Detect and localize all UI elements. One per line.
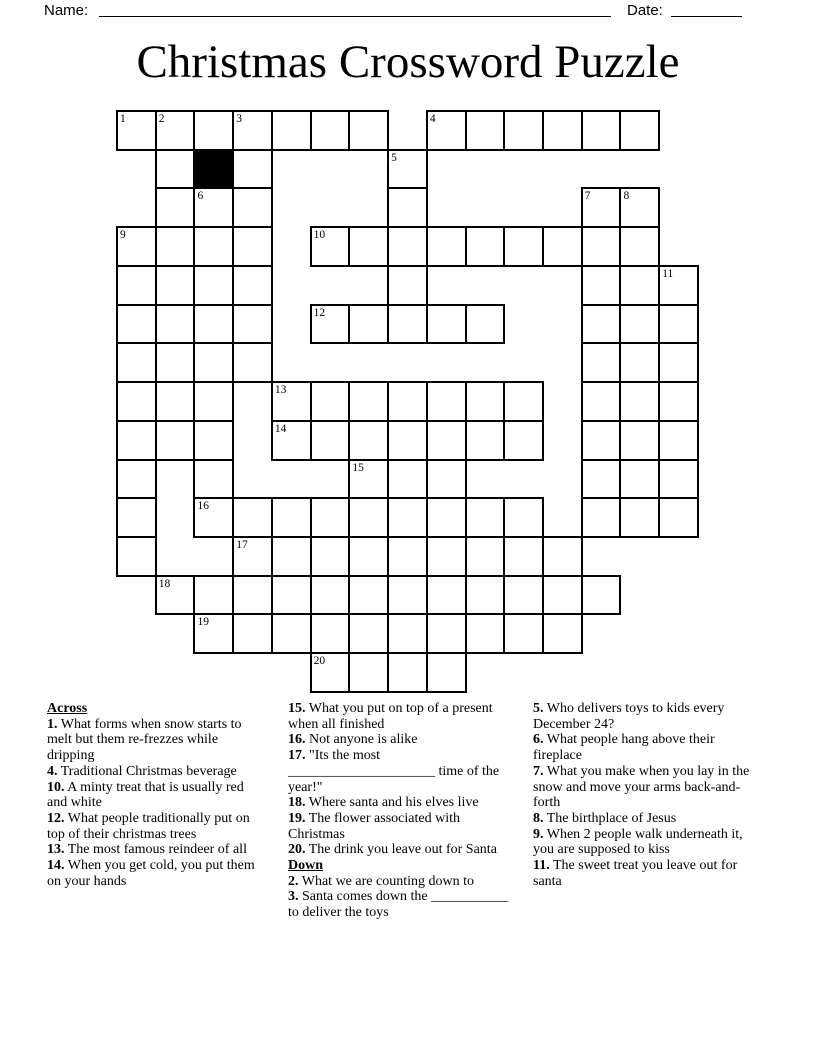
grid-cell-r8c2[interactable] [193, 420, 234, 461]
grid-cell-r4c7[interactable] [387, 265, 428, 306]
grid-cell-r1c3[interactable] [232, 149, 273, 190]
clue-10 [47, 780, 262, 811]
grid-cell-r12c12[interactable] [581, 575, 622, 616]
clue-12 [47, 811, 262, 842]
grid-cell-r4c0[interactable] [116, 265, 157, 306]
clue-number: 13. [47, 842, 65, 858]
grid-cell-r10c2-num-16[interactable] [193, 497, 234, 538]
grid-cell-r8c6[interactable] [348, 420, 389, 461]
clue-column-2 [288, 701, 510, 921]
grid-cell-r11c0[interactable] [116, 536, 157, 577]
grid-cell-r3c1[interactable] [155, 226, 196, 267]
grid-cell-r7c1[interactable] [155, 381, 196, 422]
grid-cell-r10c12[interactable] [581, 497, 622, 538]
grid-cell-r5c8[interactable] [426, 304, 467, 345]
clue-text: Where santa and his elves live [305, 795, 479, 811]
grid-cell-r9c7[interactable] [387, 459, 428, 500]
clue-text: What people hang above their fireplace [533, 732, 715, 764]
clue-number: 15. [288, 701, 306, 716]
grid-cell-r0c11[interactable] [542, 110, 583, 151]
grid-cell-r11c6[interactable] [348, 536, 389, 577]
clue-text: Santa comes down the ___________ to deliver the toys [288, 889, 509, 921]
clue-text: The flower associated with Christmas [288, 810, 460, 842]
grid-cell-r2c12-num-7[interactable] [581, 187, 622, 228]
grid-cell-r9c13[interactable] [619, 459, 660, 500]
grid-cell-r14c5-num-20[interactable] [310, 652, 351, 693]
grid-cell-r3c10[interactable] [503, 226, 544, 267]
date-label: Date: [627, 2, 663, 19]
grid-cell-r4c1[interactable] [155, 265, 196, 306]
grid-cell-r3c6[interactable] [348, 226, 389, 267]
grid-cell-r3c9[interactable] [465, 226, 506, 267]
grid-cell-r14c7[interactable] [387, 652, 428, 693]
clue-number: 12. [47, 810, 65, 826]
grid-cell-r12c9[interactable] [465, 575, 506, 616]
grid-cell-r13c11[interactable] [542, 613, 583, 654]
grid-cell-r4c14-num-11[interactable] [658, 265, 699, 306]
grid-cell-number: 2 [158, 113, 165, 125]
clue-number: 2. [288, 873, 299, 889]
grid-cell-r9c0[interactable] [116, 459, 157, 500]
grid-cell-r5c5-num-12[interactable] [310, 304, 351, 345]
grid-cell-number: 5 [391, 151, 397, 164]
grid-cell-r12c4[interactable] [271, 575, 312, 616]
clue-8 [533, 811, 759, 827]
clue-number: 19. [288, 810, 306, 826]
grid-cell-r7c14[interactable] [658, 381, 699, 422]
clue-number: 5. [533, 701, 544, 716]
grid-cell-r7c10[interactable] [503, 381, 544, 422]
grid-cell-r7c9[interactable] [465, 381, 506, 422]
grid-cell-r10c4[interactable] [271, 497, 312, 538]
clue-number: 14. [47, 858, 65, 874]
grid-cell-r2c13-num-8[interactable] [619, 187, 660, 228]
clue-text: When 2 people walk underneath it, you are supposed to kiss [533, 826, 743, 858]
grid-cell-r13c4[interactable] [271, 613, 312, 654]
grid-cell-r5c12[interactable] [581, 304, 622, 345]
grid-cell-r11c8[interactable] [426, 536, 467, 577]
clue-20 [288, 842, 510, 858]
grid-cell-r6c12[interactable] [581, 342, 622, 383]
grid-cell-r8c4-num-14[interactable] [271, 420, 312, 461]
grid-cell-r0c3-num-3[interactable] [232, 110, 273, 151]
clue-number: 20. [288, 842, 306, 858]
grid-cell-r10c0[interactable] [116, 497, 157, 538]
grid-cell-number: 10 [313, 229, 326, 242]
grid-cell-r13c6[interactable] [348, 613, 389, 654]
grid-cell-r10c7[interactable] [387, 497, 428, 538]
grid-cell-r0c12[interactable] [581, 110, 622, 151]
clue-14 [47, 858, 262, 889]
grid-cell-r11c10[interactable] [503, 536, 544, 577]
grid-cell-r0c0-num-1[interactable] [116, 110, 157, 151]
clue-17 [288, 748, 510, 795]
grid-cell-r12c5[interactable] [310, 575, 351, 616]
section-heading-across: Across [47, 701, 88, 716]
grid-cell-r0c1-num-2[interactable] [155, 110, 196, 151]
clue-number: 10. [47, 779, 65, 795]
grid-cell-r11c11[interactable] [542, 536, 583, 577]
grid-cell-r0c5[interactable] [310, 110, 351, 151]
name-blank-line[interactable] [99, 0, 611, 17]
grid-cell-r5c0[interactable] [116, 304, 157, 345]
grid-cell-r5c9[interactable] [465, 304, 506, 345]
grid-cell-r11c4[interactable] [271, 536, 312, 577]
grid-cell-r0c9[interactable] [465, 110, 506, 151]
grid-cell-r9c8[interactable] [426, 459, 467, 500]
grid-cell-number: 17 [236, 539, 248, 552]
clue-number: 1. [47, 716, 58, 732]
grid-cell-r11c5[interactable] [310, 536, 351, 577]
grid-cell-number: 1 [120, 113, 126, 125]
clue-number: 18. [288, 795, 306, 811]
grid-cell-r13c7[interactable] [387, 613, 428, 654]
grid-cell-r13c10[interactable] [503, 613, 544, 654]
grid-cell-number: 18 [158, 577, 171, 590]
grid-cell-r3c7[interactable] [387, 226, 428, 267]
grid-cell-r8c8[interactable] [426, 420, 467, 461]
clue-15 [288, 701, 510, 732]
grid-cell-r2c7[interactable] [387, 187, 428, 228]
grid-cell-r0c10[interactable] [503, 110, 544, 151]
date-blank-line[interactable] [671, 0, 742, 17]
grid-cell-r7c0[interactable] [116, 381, 157, 422]
grid-cell-r8c5[interactable] [310, 420, 351, 461]
grid-black-cell-r1c2 [193, 149, 234, 190]
grid-cell-r10c13[interactable] [619, 497, 660, 538]
grid-cell-r12c8[interactable] [426, 575, 467, 616]
clue-5 [533, 701, 759, 732]
grid-cell-r8c9[interactable] [465, 420, 506, 461]
grid-cell-r8c13[interactable] [619, 420, 660, 461]
grid-cell-r3c3[interactable] [232, 226, 273, 267]
clue-text: The birthplace of Jesus [543, 810, 677, 826]
clue-text: "Its the most _____________________ time of the year!" [288, 748, 500, 795]
grid-cell-r13c2-num-19[interactable] [193, 613, 234, 654]
clue-7 [533, 764, 759, 811]
grid-cell-r4c12[interactable] [581, 265, 622, 306]
clue-9 [533, 827, 759, 858]
grid-cell-r10c14[interactable] [658, 497, 699, 538]
grid-cell-r3c11[interactable] [542, 226, 583, 267]
grid-cell-r9c14[interactable] [658, 459, 699, 500]
grid-cell-r7c2[interactable] [193, 381, 234, 422]
page-title: Christmas Crossword Puzzle [136, 36, 680, 88]
grid-cell-r9c6-num-15[interactable] [348, 459, 389, 500]
name-label: Name: [44, 2, 89, 19]
grid-cell-r13c5[interactable] [310, 613, 351, 654]
clue-text: When you get cold, you put them on your hands [47, 858, 255, 889]
clue-number: 8. [533, 810, 544, 826]
grid-cell-r14c6[interactable] [348, 652, 389, 693]
grid-cell-r13c9[interactable] [465, 613, 506, 654]
grid-cell-r2c2-num-6[interactable] [193, 187, 234, 228]
grid-cell-r7c8[interactable] [426, 381, 467, 422]
grid-cell-r8c1[interactable] [155, 420, 196, 461]
grid-cell-r6c2[interactable] [193, 342, 234, 383]
grid-cell-r9c12[interactable] [581, 459, 622, 500]
grid-cell-r0c2[interactable] [193, 110, 234, 151]
grid-cell-number: 7 [584, 190, 591, 203]
grid-cell-r12c7[interactable] [387, 575, 428, 616]
grid-cell-number: 6 [197, 190, 204, 203]
grid-cell-r3c13[interactable] [619, 226, 660, 267]
grid-cell-r1c7-num-5[interactable] [387, 149, 428, 190]
clue-6 [533, 732, 759, 763]
clue-3 [288, 889, 510, 920]
grid-cell-r2c3[interactable] [232, 187, 273, 228]
grid-cell-number: 15 [352, 461, 364, 474]
clue-text: The drink you leave out for Santa [305, 842, 497, 858]
clue-number: 11. [533, 858, 550, 874]
grid-cell-r10c8[interactable] [426, 497, 467, 538]
clue-text: A minty treat that is usually red and white [47, 779, 244, 811]
grid-cell-r6c13[interactable] [619, 342, 660, 383]
section-heading-down: Down [288, 858, 324, 874]
clue-11 [533, 858, 759, 889]
grid-cell-r8c12[interactable] [581, 420, 622, 461]
clue-1 [47, 717, 262, 764]
clue-text: The sweet treat you leave out for santa [533, 858, 738, 889]
grid-cell-r4c2[interactable] [193, 265, 234, 306]
clue-18 [288, 795, 510, 811]
clue-number: 7. [533, 763, 544, 779]
clue-2 [288, 874, 510, 890]
grid-cell-r6c3[interactable] [232, 342, 273, 383]
grid-cell-r7c6[interactable] [348, 381, 389, 422]
grid-cell-r8c10[interactable] [503, 420, 544, 461]
grid-cell-r7c7[interactable] [387, 381, 428, 422]
grid-cell-r3c0-num-9[interactable] [116, 226, 157, 267]
grid-cell-r1c1[interactable] [155, 149, 196, 190]
clue-text: What you make when you lay in the snow and move your arms back-and-forth [533, 763, 750, 811]
grid-cell-r4c13[interactable] [619, 265, 660, 306]
grid-cell-r7c5[interactable] [310, 381, 351, 422]
clue-column-3 [533, 701, 759, 889]
grid-cell-r12c10[interactable] [503, 575, 544, 616]
grid-cell-r8c0[interactable] [116, 420, 157, 461]
grid-cell-r6c14[interactable] [658, 342, 699, 383]
grid-cell-r12c6[interactable] [348, 575, 389, 616]
grid-cell-r2c1[interactable] [155, 187, 196, 228]
grid-cell-r8c7[interactable] [387, 420, 428, 461]
grid-cell-r11c7[interactable] [387, 536, 428, 577]
clue-number: 17. [288, 748, 306, 764]
grid-cell-r10c3[interactable] [232, 497, 273, 538]
clue-text: Who delivers toys to kids every December 24? [533, 701, 725, 732]
grid-cell-number: 3 [236, 113, 242, 125]
grid-cell-r13c8[interactable] [426, 613, 467, 654]
grid-cell-r5c13[interactable] [619, 304, 660, 345]
grid-cell-number: 13 [274, 384, 287, 397]
grid-cell-r3c8[interactable] [426, 226, 467, 267]
grid-cell-r6c0[interactable] [116, 342, 157, 383]
clue-text: What forms when snow starts to melt but them re-frezzes while dripping [47, 716, 242, 764]
clue-number: 6. [533, 732, 544, 748]
grid-cell-r5c7[interactable] [387, 304, 428, 345]
grid-cell-r5c2[interactable] [193, 304, 234, 345]
clue-text: The most famous reindeer of all [64, 842, 247, 858]
grid-cell-number: 11 [662, 267, 674, 280]
grid-cell-r10c9[interactable] [465, 497, 506, 538]
grid-cell-r4c3[interactable] [232, 265, 273, 306]
grid-cell-r7c4-num-13[interactable] [271, 381, 312, 422]
grid-cell-r8c14[interactable] [658, 420, 699, 461]
clue-text: What you put on top of a present when all finished [288, 701, 493, 732]
clue-number: 3. [288, 889, 299, 905]
grid-cell-r3c12[interactable] [581, 226, 622, 267]
clue-text: Traditional Christmas beverage [57, 763, 237, 779]
grid-cell-r10c6[interactable] [348, 497, 389, 538]
clue-text: What we are counting down to [298, 873, 474, 889]
grid-cell-r5c14[interactable] [658, 304, 699, 345]
grid-cell-r12c11[interactable] [542, 575, 583, 616]
clue-number: 16. [288, 732, 306, 748]
grid-cell-number: 4 [429, 113, 436, 125]
grid-cell-number: 19 [197, 616, 209, 629]
grid-cell-r10c10[interactable] [503, 497, 544, 538]
grid-cell-r0c4[interactable] [271, 110, 312, 151]
grid-cell-number: 8 [623, 190, 630, 203]
grid-cell-r11c3-num-17[interactable] [232, 536, 273, 577]
grid-cell-r9c2[interactable] [193, 459, 234, 500]
grid-cell-r0c13[interactable] [619, 110, 660, 151]
grid-cell-r5c6[interactable] [348, 304, 389, 345]
grid-cell-r0c8-num-4[interactable] [426, 110, 467, 151]
grid-cell-r13c3[interactable] [232, 613, 273, 654]
grid-cell-r6c1[interactable] [155, 342, 196, 383]
clue-16 [288, 732, 510, 748]
grid-cell-r3c2[interactable] [193, 226, 234, 267]
clue-number: 4. [47, 763, 58, 779]
clue-text: What people traditionally put on top of their christmas trees [47, 810, 250, 842]
clue-text: Not anyone is alike [305, 732, 418, 748]
grid-cell-r7c12[interactable] [581, 381, 622, 422]
grid-cell-r7c13[interactable] [619, 381, 660, 422]
grid-cell-r11c9[interactable] [465, 536, 506, 577]
grid-cell-r12c2[interactable] [193, 575, 234, 616]
grid-cell-number: 16 [197, 500, 209, 513]
grid-cell-r10c5[interactable] [310, 497, 351, 538]
clue-13 [47, 842, 262, 858]
grid-cell-r5c1[interactable] [155, 304, 196, 345]
grid-cell-r12c3[interactable] [232, 575, 273, 616]
clue-column-1 [47, 701, 262, 889]
clue-number: 9. [533, 826, 544, 842]
grid-cell-r12c1-num-18[interactable] [155, 575, 196, 616]
grid-cell-r3c5-num-10[interactable] [310, 226, 351, 267]
clue-4 [47, 764, 262, 780]
grid-cell-number: 12 [313, 306, 326, 319]
grid-cell-r14c8[interactable] [426, 652, 467, 693]
grid-cell-r0c6[interactable] [348, 110, 389, 151]
grid-cell-r5c3[interactable] [232, 304, 273, 345]
clue-19 [288, 811, 510, 842]
grid-cell-number: 14 [274, 422, 287, 435]
grid-cell-number: 20 [313, 655, 326, 668]
grid-cell-number: 9 [120, 229, 126, 242]
